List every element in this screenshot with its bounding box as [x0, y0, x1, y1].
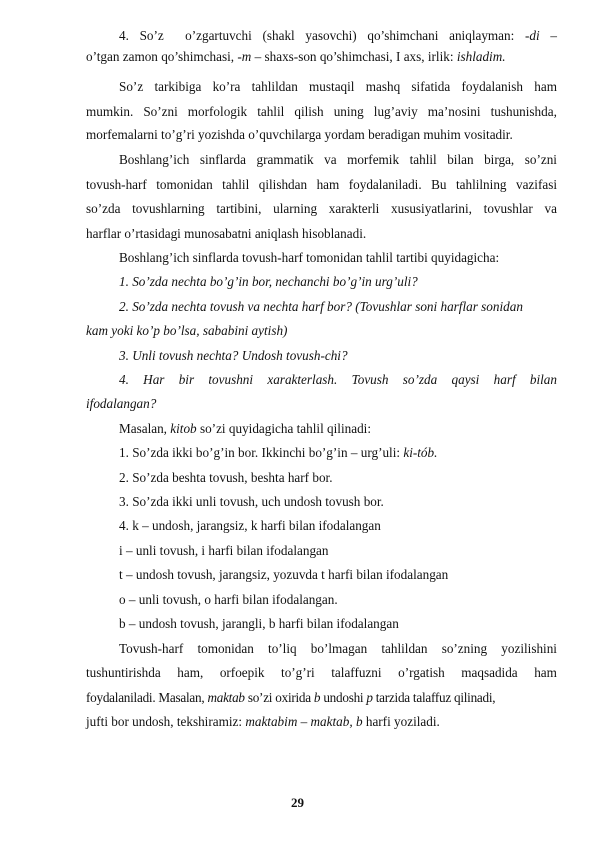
- word: tahlilning: [455, 177, 507, 192]
- text-line: [119, 492, 384, 512]
- text-line: [119, 614, 399, 634]
- word: sinflarda: [199, 152, 246, 167]
- text-span: 3. Unli tovush nechta? Undosh tovush-chi?: [119, 348, 348, 363]
- word: Tovush-harf: [119, 641, 184, 656]
- word: bir: [178, 372, 195, 387]
- word: mumkin.: [86, 104, 134, 119]
- text-line: [119, 590, 338, 610]
- word: yasovchi): [305, 28, 357, 43]
- question-line: [119, 272, 418, 292]
- text-line: [119, 516, 381, 536]
- question-line: [119, 346, 348, 366]
- word: ham: [316, 177, 340, 192]
- word: tahlil: [257, 104, 285, 119]
- word: to’g’ri: [281, 665, 315, 680]
- word: tushunishda,: [490, 104, 557, 119]
- word: tovush-harf: [86, 177, 147, 192]
- word: orfoepik: [219, 665, 265, 680]
- italic-span: maktab: [207, 690, 245, 705]
- italic-span: b: [313, 690, 321, 705]
- word: tomonidan: [197, 641, 254, 656]
- text-line: [86, 175, 557, 195]
- text-span: 1. So’zda nechta bo’g’in bor, nechanchi bo’g’in urg’uli?: [119, 274, 418, 289]
- text-span: Masalan,: [119, 421, 171, 436]
- text-line: [119, 468, 333, 488]
- word: bilan: [447, 152, 474, 167]
- text-span: – shaxs-son qo’shimchasi, I axs, irlik:: [251, 49, 457, 64]
- word: ma’nosini: [427, 104, 481, 119]
- word: va: [324, 152, 337, 167]
- text-span: Boshlang’ich sinflarda tovush-harf tomonidan tahlil tartibi quyidagicha:: [119, 250, 500, 265]
- word: ham: [534, 665, 557, 680]
- text-line: [86, 199, 557, 219]
- text-span: 2. So’zda beshta tovush, beshta harf bor.: [119, 470, 333, 485]
- word: bo’lmagan: [310, 641, 368, 656]
- text-line: [119, 248, 499, 268]
- text-span: harfi yoziladi.: [362, 714, 440, 729]
- italic-span: ishladim.: [456, 49, 506, 64]
- text-span: ifodalangan?: [86, 396, 157, 411]
- text-line: [119, 443, 437, 463]
- word: foydalanish: [461, 79, 524, 94]
- italic-span: kitob: [170, 421, 197, 436]
- word: So’zni: [143, 104, 178, 119]
- word: mashq: [365, 79, 401, 94]
- word: tartibini,: [216, 201, 262, 216]
- text-span: 1. So’zda ikki bo’g’in bor. Ikkinchi bo’g’in – urg’uli:: [119, 445, 404, 460]
- word: qaysi: [451, 372, 480, 387]
- word: xarakterlash.: [267, 372, 338, 387]
- italic-span: maktabim – maktab, b: [245, 714, 363, 729]
- word: aniqlayman:: [449, 28, 515, 43]
- italic-span: -m: [237, 49, 252, 64]
- text-span: tarzida talaffuz qilinadi,: [372, 690, 496, 705]
- word: xarakterli: [328, 201, 380, 216]
- word: (shakl: [262, 28, 295, 43]
- word: uning: [333, 104, 364, 119]
- word: qo’shimchani: [367, 28, 439, 43]
- word: morfemik: [347, 152, 400, 167]
- word: tahlildan: [381, 641, 428, 656]
- word: maqsadida: [461, 665, 518, 680]
- word: so’zni: [524, 152, 557, 167]
- text-line: [119, 541, 329, 561]
- text-line: [86, 688, 557, 708]
- text-span: jufti bor undosh, tekshiramiz:: [86, 714, 246, 729]
- word: tahlildan: [251, 79, 298, 94]
- word: qilish: [294, 104, 324, 119]
- text-line: [86, 47, 557, 67]
- text-span: harflar o’rtasidagi munosabatni aniqlash hisoblanadi.: [86, 226, 367, 241]
- word: foydalaniladi.: [348, 177, 422, 192]
- word: bilan: [529, 372, 557, 387]
- question-line: [119, 370, 557, 390]
- text-line: [86, 712, 557, 732]
- word: vazifasi: [515, 177, 557, 192]
- word: Har: [143, 372, 165, 387]
- text-line: [119, 26, 557, 46]
- text-span: 4. k – undosh, jarangsiz, k harfi bilan ifodalangan: [119, 518, 381, 533]
- text-span: kam yoki ko’p bo’lsa, sababini aytish): [86, 323, 288, 338]
- page-number: 29: [291, 795, 304, 810]
- word: mustaqil: [309, 79, 355, 94]
- word: tovushlar: [483, 201, 533, 216]
- text-line: [86, 663, 557, 683]
- text-line: [86, 224, 557, 244]
- word: birga,: [484, 152, 515, 167]
- text-span: o’tgan zamon qo’shimchasi,: [86, 49, 238, 64]
- word: tovushlarning: [132, 201, 205, 216]
- text-line: [119, 639, 557, 659]
- text-span: t – undosh tovush, jarangsiz, yozuvda t harfi bilan ifodalangan: [119, 567, 449, 582]
- word: o’rgatish: [398, 665, 445, 680]
- word: ko’ra: [212, 79, 241, 94]
- word: 4.: [119, 28, 129, 43]
- word: talaffuzni: [331, 665, 382, 680]
- word: grammatik: [256, 152, 314, 167]
- word: tomonidan: [156, 177, 213, 192]
- word: va: [544, 201, 557, 216]
- word: harf: [493, 372, 516, 387]
- text-line: [86, 102, 557, 122]
- question-line: [86, 394, 557, 414]
- text-span: o – unli tovush, o harfi bilan ifodalangan.: [119, 592, 338, 607]
- word: so’zda: [402, 372, 438, 387]
- question-line: [119, 297, 523, 317]
- text-line: [86, 125, 557, 145]
- text-span: so’zi oxirida: [244, 690, 314, 705]
- text-span: i – unli tovush, i harfi bilan ifodalangan: [119, 543, 329, 558]
- word: yozilishini: [501, 641, 557, 656]
- word: so’zda: [86, 201, 121, 216]
- word: tovushni: [208, 372, 254, 387]
- word: So’z: [119, 79, 144, 94]
- text-span: b – undosh tovush, jarangli, b harfi bilan ifodalangan: [119, 616, 399, 631]
- italic-span: ki-tób.: [403, 445, 438, 460]
- text-span: so’zi quyidagicha tahlil qilinadi:: [196, 421, 371, 436]
- italic-span: p: [366, 690, 373, 705]
- word: Tovush: [351, 372, 389, 387]
- word: so’zning: [441, 641, 488, 656]
- text-span: 3. So’zda ikki unli tovush, uch undosh tovush bor.: [119, 494, 384, 509]
- word: So’z: [139, 28, 164, 43]
- italic-span: -di: [524, 28, 540, 43]
- word: ham: [534, 79, 557, 94]
- word: tarkibiga: [154, 79, 202, 94]
- text-span: 2. So’zda nechta tovush va nechta harf bor? (Tovushlar soni harflar sonidan: [119, 299, 523, 314]
- text-line: [119, 419, 371, 439]
- word: ham,: [177, 665, 204, 680]
- word: 4.: [119, 372, 129, 387]
- word: Bu: [431, 177, 447, 192]
- word: to’liq: [268, 641, 297, 656]
- word: xususiyatlarini,: [391, 201, 472, 216]
- text-line: [119, 565, 448, 585]
- text-line: [119, 150, 557, 170]
- word: morfologik: [187, 104, 248, 119]
- text-span: morfemalarni to’g’ri yozishda o’quvchilarga yordam beradigan muhim vositadir.: [86, 127, 513, 142]
- word: qilishdan: [258, 177, 308, 192]
- word: –: [550, 28, 557, 43]
- word: tushuntirishda: [86, 665, 161, 680]
- word: o’zgartuvchi: [185, 28, 252, 43]
- word: Boshlang’ich: [119, 152, 190, 167]
- word: sifatida: [411, 79, 451, 94]
- word: lug’aviy: [373, 104, 418, 119]
- text-span: undoshi: [320, 690, 367, 705]
- word: ularning: [273, 201, 318, 216]
- word: tahlil: [409, 152, 437, 167]
- text-line: [119, 77, 557, 97]
- word: tahlil: [222, 177, 250, 192]
- text-span: foydalaniladi. Masalan,: [86, 690, 208, 705]
- question-line: [86, 321, 557, 341]
